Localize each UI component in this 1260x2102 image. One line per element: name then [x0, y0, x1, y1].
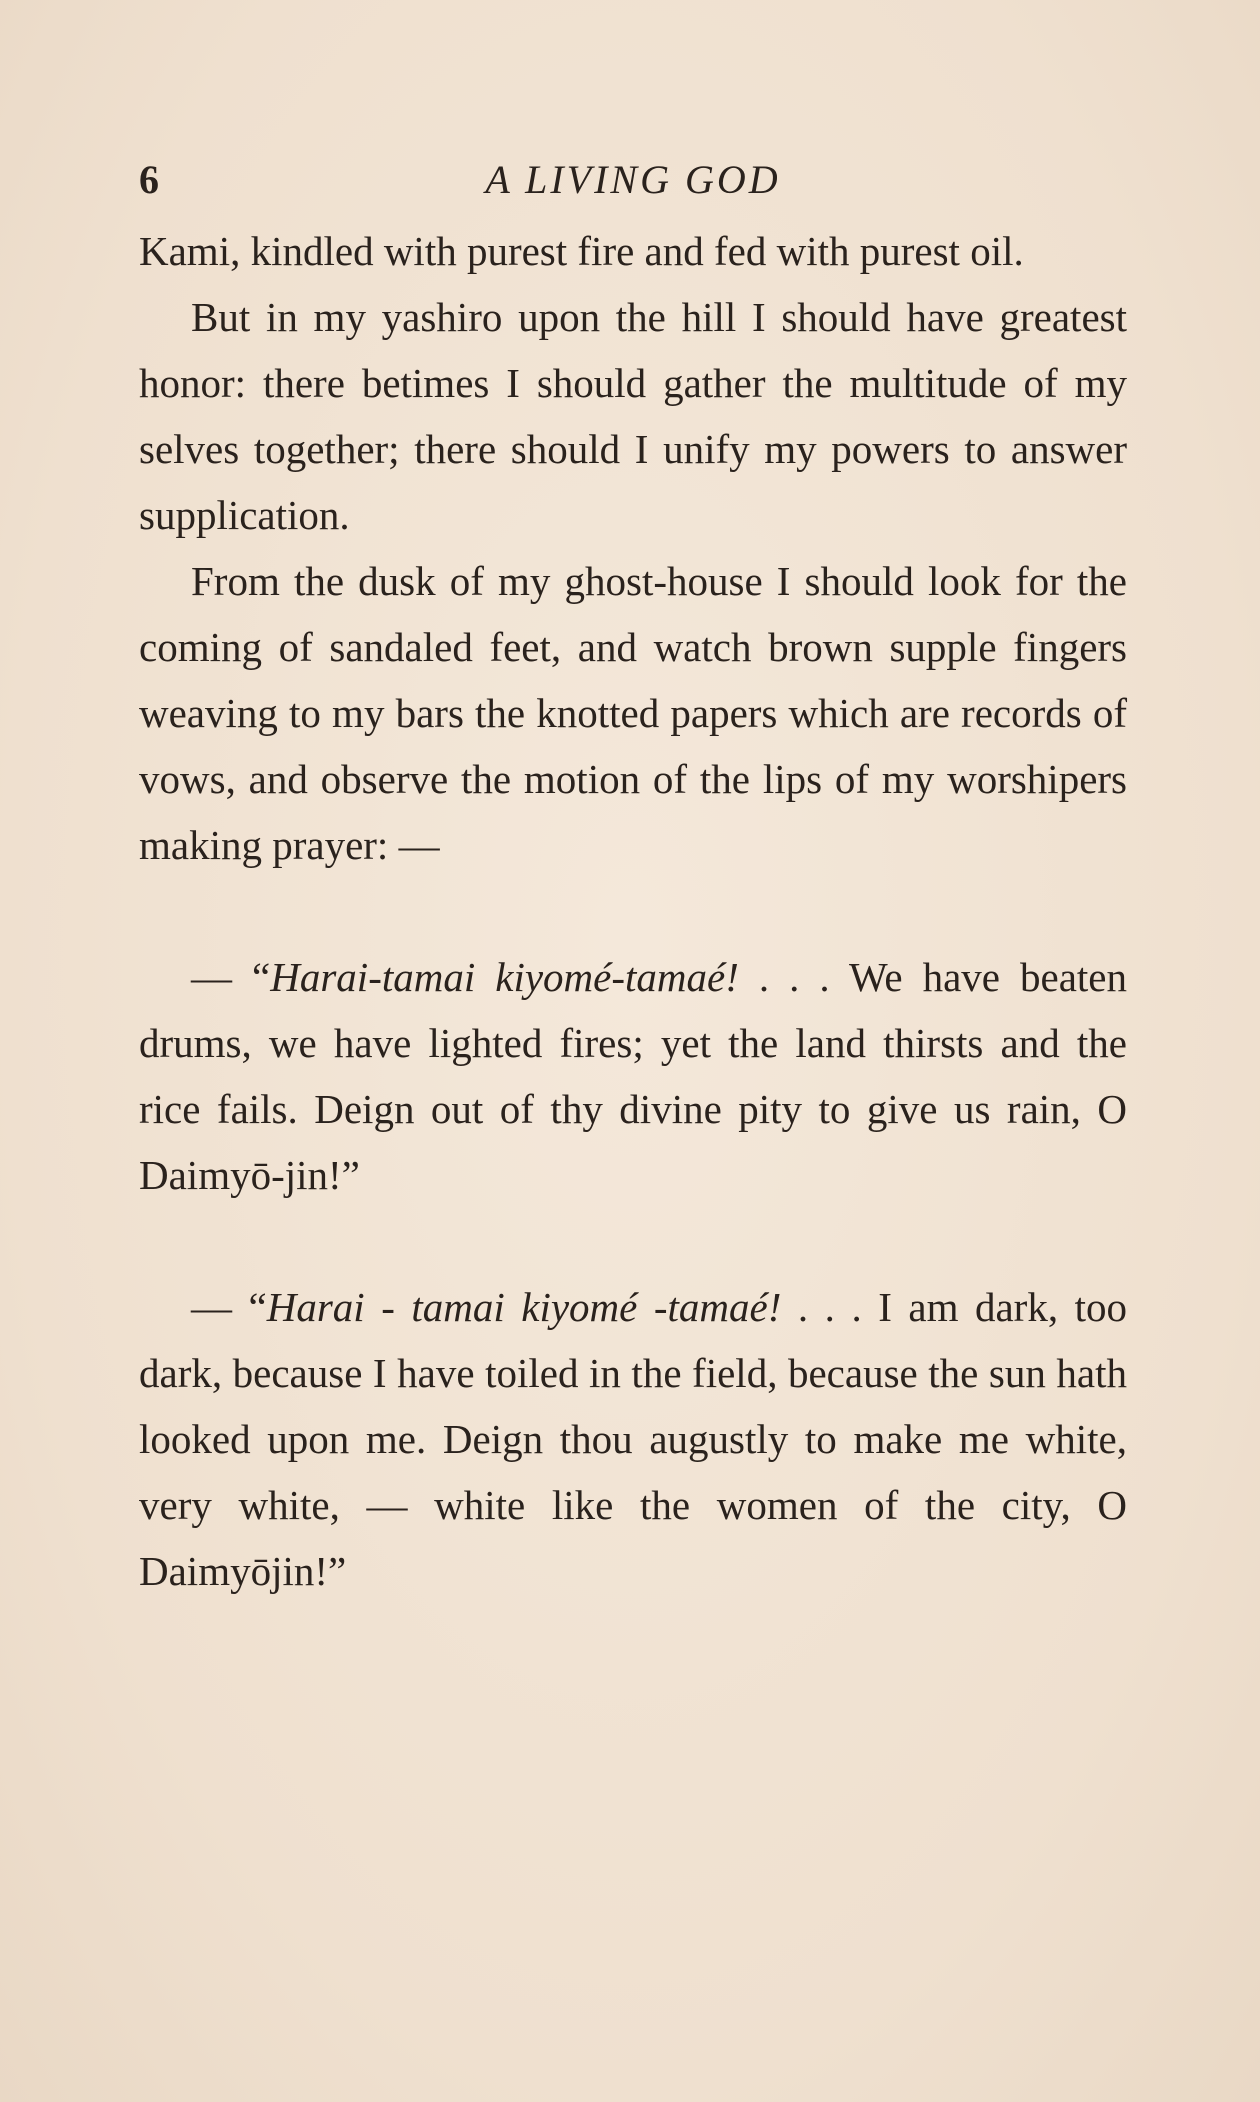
prayer-white-text: . . . I am dark, too dark, because I have toiled in the field, because the sun hath looked upon me. Deign thou augustly to make me white, very white, — white like the women of the city, O Daimyōjin!”: [139, 1284, 1127, 1594]
prayer-rain-text: . . . We have beaten drums, we have lighted fires; yet the land thirsts and the rice fails. Deign out of thy divine pity to give us rain, O Daimyō-jin!”: [139, 954, 1127, 1198]
paragraph-continuation: Kami, kindled with purest fire and fed with purest oil.: [139, 228, 1024, 274]
running-title: A LIVING GOD: [485, 157, 781, 202]
prayer-white: [139, 1274, 1127, 1604]
prayer-rain-lead: — “: [191, 954, 271, 1000]
prayer-white-invocation: Harai - tamai kiyomé -tamaé!: [266, 1284, 782, 1330]
prayer-white-lead: — “: [191, 1284, 267, 1330]
paragraph-ghost-house: From the dusk of my ghost-house I should look for the coming of sandaled feet, and watch brown supple fingers weaving to my bars the knotted papers which are records of vows, and observe the motion of the lips of my worshipers making prayer: —: [139, 558, 1127, 868]
page-number: 6: [139, 157, 159, 202]
page-header: [139, 150, 1127, 210]
prayer-rain: [139, 944, 1127, 1208]
book-page: [139, 150, 1127, 1604]
paragraph-yashiro: But in my yashiro upon the hill I should have greatest honor: there betimes I should gather the multitude of my selves together; there should I unify my powers to answer supplication.: [139, 294, 1127, 538]
body-text: [139, 218, 1127, 1604]
prayer-rain-invocation: Harai-tamai kiyomé-tamaé!: [270, 954, 739, 1000]
